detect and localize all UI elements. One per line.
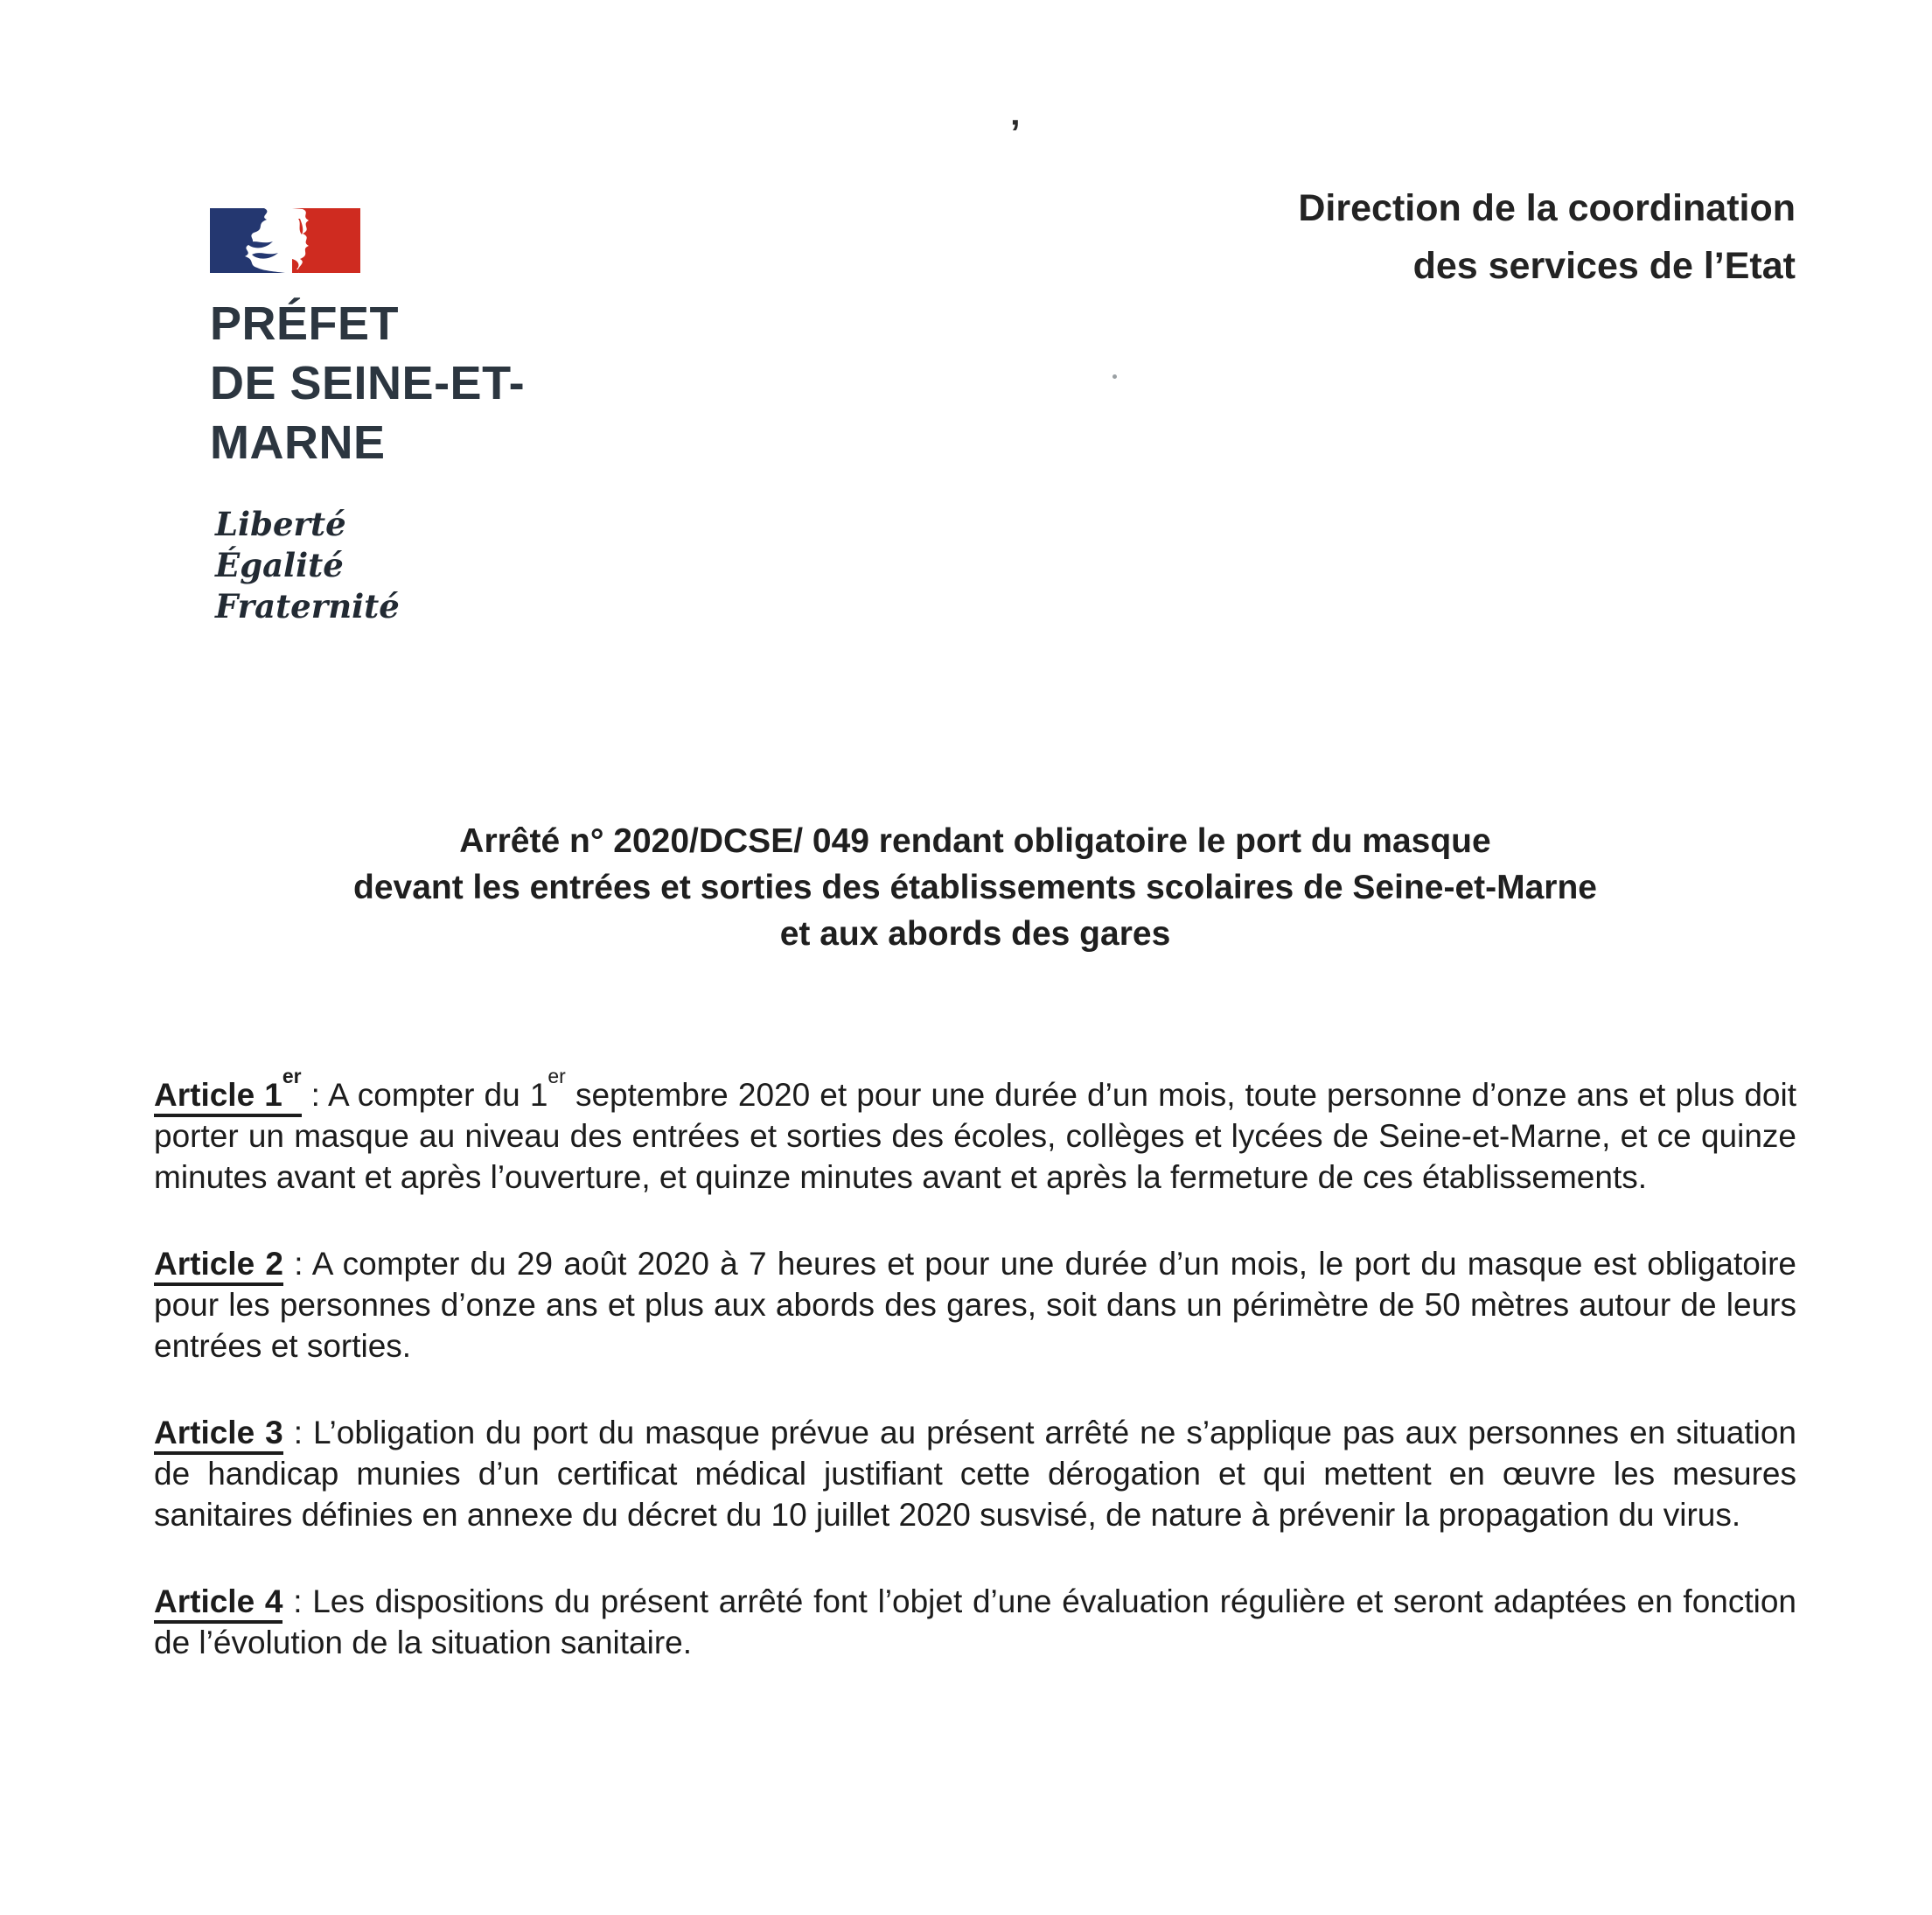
article-4-label xyxy=(154,1583,282,1624)
article-2 xyxy=(154,1243,1796,1366)
article-1-body-pre: A compter du 1 xyxy=(328,1077,548,1113)
article-4 xyxy=(154,1581,1796,1663)
motto-liberte: Liberté xyxy=(215,505,346,543)
article-3-colon: : xyxy=(282,1415,314,1450)
article-1-label xyxy=(154,1065,302,1117)
prefect-name xyxy=(210,294,700,472)
decree-title-line3: et aux abords des gares xyxy=(779,915,1171,953)
prefecture-logo-block xyxy=(210,208,700,627)
decree-title-line2: devant les entrées et sorties des établissements scolaires de Seine-et-Marne xyxy=(353,869,1597,906)
marianne-flag-icon xyxy=(210,208,360,273)
direction-line1: Direction de la coordination xyxy=(1298,187,1796,229)
decree-title xyxy=(154,818,1796,957)
article-1-label-superscript: er xyxy=(282,1065,302,1088)
prefect-name-line1: PRÉFET xyxy=(210,297,400,350)
motto-egalite: Égalité xyxy=(215,546,344,584)
article-4-colon: : xyxy=(282,1583,313,1619)
article-3 xyxy=(154,1412,1796,1535)
scan-artifact-dot xyxy=(1112,374,1117,379)
article-1-colon: : xyxy=(301,1077,329,1113)
article-1-body-post: septembre 2020 et pour une durée d’un mois, toute personne d’onze ans et plus doit porter un masque au niveau des entrées et sorties des écoles, collèges et lycées de Seine-et-Marne, et ce quinze minutes avant et après l’ouverture, et quinze minutes avant et après la fermeture de ces établissements. xyxy=(154,1077,1796,1195)
article-1 xyxy=(154,1065,1796,1198)
decree-body xyxy=(154,1065,1797,1709)
article-2-label xyxy=(154,1246,283,1286)
republic-motto xyxy=(215,504,700,627)
issuing-direction xyxy=(1298,179,1796,295)
motto-fraternite: Fraternité xyxy=(215,587,400,626)
decree-title-line1: Arrêté n° 2020/DCSE/ 049 rendant obligatoire le port du masque xyxy=(459,822,1491,860)
article-2-colon: : xyxy=(282,1246,312,1282)
article-4-label-text: Article 4 xyxy=(154,1583,283,1619)
article-2-label-text: Article 2 xyxy=(154,1246,283,1282)
direction-line2: des services de l’Etat xyxy=(1412,245,1796,287)
article-4-body: Les dispositions du présent arrêté font l’objet d’une évaluation régulière et seront adaptées en fonction de l’évolution de la situation sanitaire. xyxy=(154,1583,1796,1660)
article-3-label xyxy=(154,1415,283,1455)
prefect-name-line2: DE SEINE-ET-MARNE xyxy=(210,357,526,469)
article-3-label-text: Article 3 xyxy=(154,1415,283,1450)
article-3-body: L’obligation du port du masque prévue au présent arrêté ne s’applique pas aux personnes en situation de handicap munies d’un certificat médical justifiant cette dérogation et qui mettent en œuvre les mesures sanitaires définies en annexe du décret du 10 juillet 2020 susvisé, de nature à prévenir la propagation du virus. xyxy=(154,1415,1797,1533)
scan-artifact-comma: ’ xyxy=(1010,112,1021,153)
article-1-body-superscript: er xyxy=(548,1065,566,1088)
article-1-label-text: Article 1 xyxy=(154,1077,282,1113)
article-2-body: A compter du 29 août 2020 à 7 heures et pour une durée d’un mois, le port du masque est obligatoire pour les personnes d’onze ans et plus aux abords des gares, soit dans un périmètre de 50 mètres autour de leurs entrées et sorties. xyxy=(154,1246,1796,1364)
